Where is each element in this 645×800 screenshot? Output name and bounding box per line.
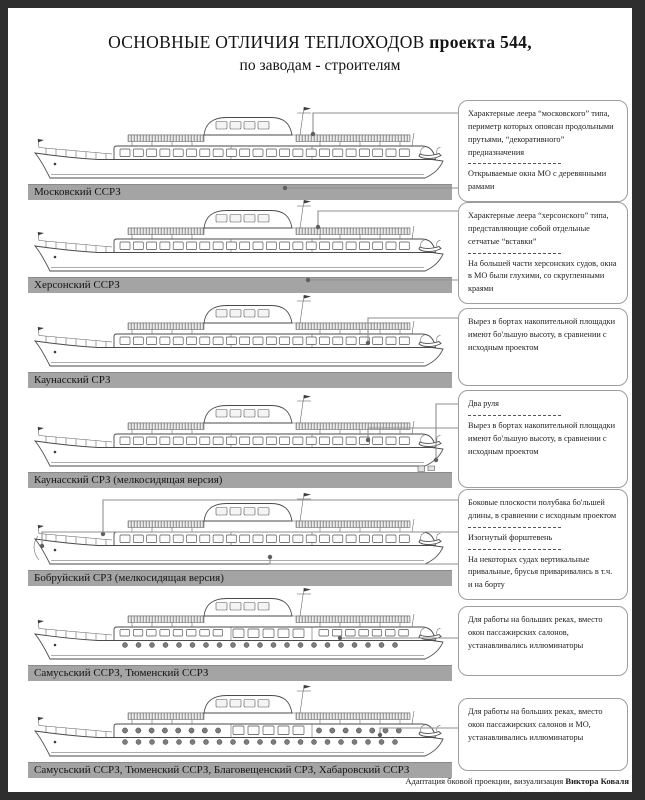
porthole-row: [123, 643, 398, 648]
dashed-divider: [468, 549, 561, 550]
note-text: Два руля: [468, 399, 500, 408]
dashed-divider: [468, 163, 561, 164]
note-text: Вырез в бортах накопительной площадки имеют бо'льшую высоту, в сравнении с исходным проектом: [468, 317, 616, 352]
ship-label: Бобруйский СРЗ (мелкосидящая версия): [34, 572, 224, 584]
ship-label: Каунасский СРЗ: [34, 374, 111, 386]
porthole-row: [123, 740, 398, 745]
note-box-2: [458, 202, 628, 304]
note-text: Для работы на больших реках, вместо окон пассажирских салонов, устанавливались иллюминаторы: [468, 615, 603, 650]
ship-drawing-5: [28, 490, 450, 572]
note-box-1: [458, 100, 628, 202]
ship-label-bar-5: [28, 570, 452, 586]
ship-drawing-1: [28, 104, 450, 186]
ship-label-bar-2: [28, 277, 452, 293]
note-box-4: [458, 390, 628, 488]
title-bold-text: проекта 544,: [429, 32, 532, 52]
window-row: [233, 629, 304, 638]
ship-label: Херсонский ССРЗ: [34, 279, 120, 291]
note-box-5: [458, 489, 628, 600]
dashed-divider: [468, 527, 561, 528]
note-text: На некоторых судах вертикальные привальные, брусья приваривались в т.ч. и на борту: [468, 554, 613, 590]
ship-label-bar-3: [28, 372, 452, 388]
title-subtitle: по заводам - строителям: [239, 57, 401, 74]
note-text: Характерные леера “херсонского” типа, представляющие собой отдельные сетчатые “вставки”: [468, 211, 609, 246]
ship-label-bar-6: [28, 665, 452, 681]
ship-label-bar-4: [28, 472, 452, 488]
credit-author: Виктора Коваля: [565, 776, 629, 786]
note-box-6: [458, 606, 628, 676]
ship-label: Каунасский СРЗ (мелкосидящая версия): [34, 474, 223, 486]
page-title: [8, 32, 632, 75]
title-main-text: ОСНОВНЫЕ ОТЛИЧИЯ ТЕПЛОХОДОВ: [108, 32, 425, 52]
diagram-sheet: [8, 8, 632, 792]
credit-line: [405, 776, 629, 786]
title-line1: [8, 32, 632, 53]
ship-drawing-3: [28, 292, 450, 374]
note-text: Открываемые окна МО с деревянными рамами: [468, 169, 607, 192]
note-text: Вырез в бортах накопительной площадки имеют бо'льшую высоту, в сравнении с исходным проектом: [468, 420, 616, 456]
ship-drawing-6: [28, 585, 450, 667]
note-text: Боковые плоскости полубака бо'льшей длины, в сравнении с исходным проектом: [468, 498, 617, 520]
ship-drawing-4: [28, 392, 450, 474]
ship-drawing-2: [28, 197, 450, 279]
note-text: На большей части херсонских судов, окна в МО были глухими, со скругленными краями: [468, 258, 617, 294]
ship-drawing-7: [28, 682, 450, 764]
note-text: Изогнутый форштевень: [468, 532, 553, 542]
dashed-divider: [468, 415, 561, 416]
note-text: Для работы на больших реках, вместо окон пассажирских салонов и МО, устанавливались иллюминаторы: [468, 707, 603, 742]
note-box-7: [458, 698, 628, 771]
ship-label: Московский ССРЗ: [34, 186, 121, 198]
twin-rudders: [418, 466, 435, 472]
window-row: [233, 726, 304, 735]
note-text: Характерные леера “московского” типа, периметр которых опоясан продольными прутьями, “декоративного” предназначения: [468, 109, 614, 157]
note-box-3: [458, 308, 628, 386]
ship-label: Самусьский ССРЗ, Тюменский ССРЗ, Благовещенский СРЗ, Хабаровский ССРЗ: [34, 764, 410, 776]
window-row: [319, 630, 408, 637]
dashed-divider: [468, 253, 561, 254]
credit-text: Адаптация бковой проекции, визуализация: [405, 776, 564, 786]
ship-label-bar-7: [28, 762, 452, 778]
ship-label: Самусьский ССРЗ, Тюменский ССРЗ: [34, 667, 209, 679]
